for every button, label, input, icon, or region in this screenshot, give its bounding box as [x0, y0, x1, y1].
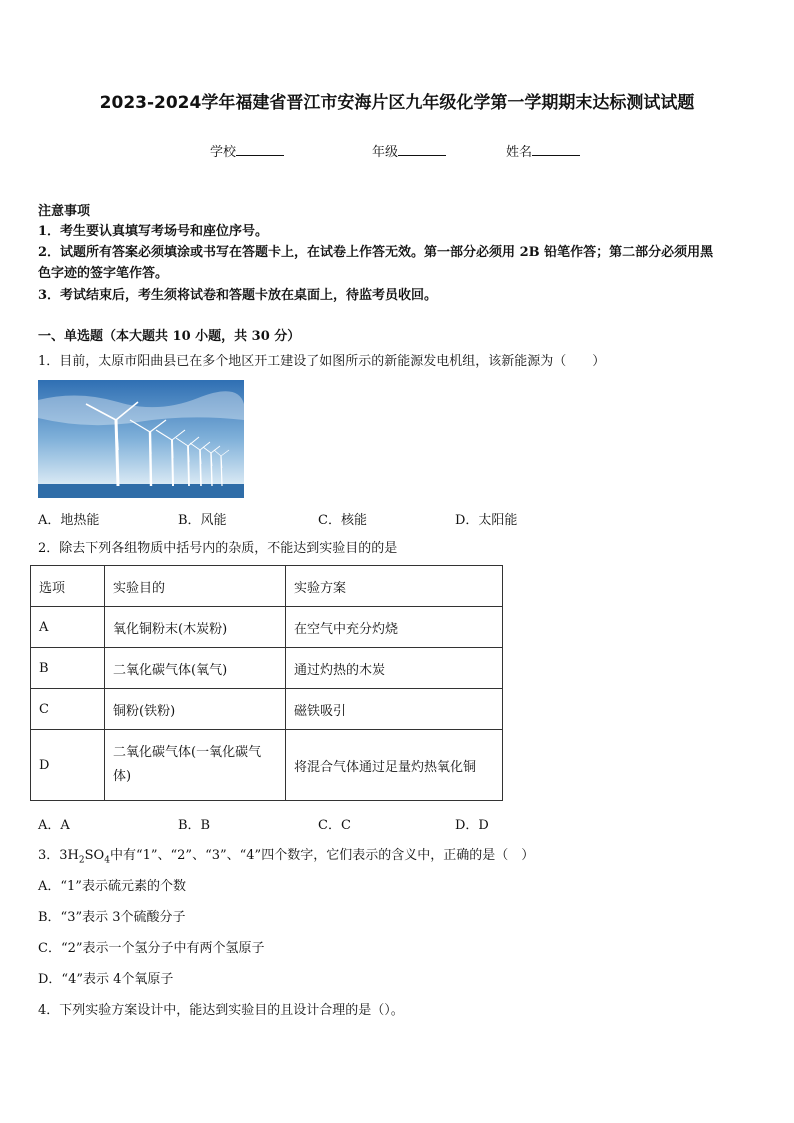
- question-2-option-a[interactable]: A．A: [38, 818, 70, 833]
- question-2-stem: 2．除去下列各组物质中括号内的杂质，不能达到实验目的的是: [38, 541, 398, 556]
- table-cell: 二氧化碳气体(氧气): [105, 648, 286, 689]
- question-2-option-d[interactable]: D．D: [455, 818, 489, 833]
- subscript-4: 4: [104, 855, 110, 866]
- table-header-cell: 实验目的: [105, 566, 286, 607]
- grade-blank[interactable]: [398, 143, 446, 156]
- name-field: [506, 141, 580, 160]
- question-1-option-d[interactable]: D．太阳能: [455, 513, 518, 528]
- table-header-row: [31, 566, 503, 607]
- question-1-option-a[interactable]: A．地热能: [38, 513, 100, 528]
- name-blank[interactable]: [532, 143, 580, 156]
- table-cell: 磁铁吸引: [286, 689, 503, 730]
- table-cell: 在空气中充分灼烧: [286, 607, 503, 648]
- table-cell: 氧化铜粉末(木炭粉): [105, 607, 286, 648]
- question-2-option-b[interactable]: B．B: [178, 818, 211, 833]
- table-row: [31, 648, 503, 689]
- school-blank[interactable]: [236, 143, 284, 156]
- table-cell: 将混合气体通过足量灼热氧化铜: [286, 730, 503, 801]
- stem-mid: SO: [84, 848, 105, 863]
- subscript-2: 2: [78, 855, 85, 866]
- notice-item: 2．试题所有答案必须填涂或书写在答题卡上，在试卷上作答无效。第一部分必须用 2B 铅笔作答；第二部分必须用黑: [38, 245, 714, 260]
- notice-heading: 注意事项: [38, 204, 91, 219]
- question-2-table: [30, 565, 503, 801]
- table-row: [31, 607, 503, 648]
- question-2-option-c[interactable]: C．C: [318, 818, 351, 833]
- stem-suffix: 中有“1”、“2”、“3”、“4”四个数字，它们表示的含义中，正确的是（ ）: [109, 848, 535, 863]
- grade-label: 年级: [372, 145, 399, 160]
- stem-prefix: 3．3H: [38, 848, 79, 863]
- question-3-option-b[interactable]: B．“3”表示 3个硫酸分子: [38, 910, 186, 925]
- notice-item: 3．考试结束后，考生须将试卷和答题卡放在桌面上，待监考员收回。: [38, 288, 438, 303]
- question-3-option-a[interactable]: A．“1”表示硫元素的个数: [38, 879, 186, 894]
- question-1-stem: 1．目前，太原市阳曲县已在多个地区开工建设了如图所示的新能源发电机组，该新能源为（ ）: [38, 354, 606, 369]
- school-field: [210, 141, 284, 160]
- table-cell: B: [31, 648, 105, 689]
- question-1-option-b[interactable]: B．风能: [178, 513, 227, 528]
- table-cell: A: [31, 607, 105, 648]
- notice-item: 1．考生要认真填写考场号和座位序号。: [38, 224, 269, 239]
- table-header-cell: 选项: [31, 566, 105, 607]
- question-3-option-d[interactable]: D．“4”表示 4个氧原子: [38, 972, 174, 987]
- question-3-option-c[interactable]: C．“2”表示一个氢分子中有两个氢原子: [38, 941, 265, 956]
- wind-turbines-photo: [38, 380, 244, 498]
- table-row: [31, 689, 503, 730]
- name-label: 姓名: [506, 145, 533, 160]
- table-cell: D: [31, 730, 105, 801]
- table-row: [31, 730, 503, 801]
- notice-item: 色字迹的签字笔作答。: [38, 266, 169, 281]
- section-heading: 一、单选题（本大题共 10 小题，共 30 分）: [38, 329, 301, 344]
- school-label: 学校: [210, 145, 237, 160]
- table-header-cell: 实验方案: [286, 566, 503, 607]
- question-3-stem: [38, 846, 534, 871]
- question-1-option-c[interactable]: C．核能: [318, 513, 367, 528]
- table-cell: C: [31, 689, 105, 730]
- page-title: 2023-2024学年福建省晋江市安海片区九年级化学第一学期期末达标测试试题: [99, 93, 695, 113]
- table-cell: 铜粉(铁粉): [105, 689, 286, 730]
- sea: [38, 484, 244, 498]
- question-4-stem: 4．下列实验方案设计中，能达到实验目的且设计合理的是（）。: [38, 1003, 404, 1018]
- table-cell: 二氧化碳气体(一氧化碳气体): [105, 730, 286, 801]
- grade-field: [372, 141, 446, 160]
- table-cell: 通过灼热的木炭: [286, 648, 503, 689]
